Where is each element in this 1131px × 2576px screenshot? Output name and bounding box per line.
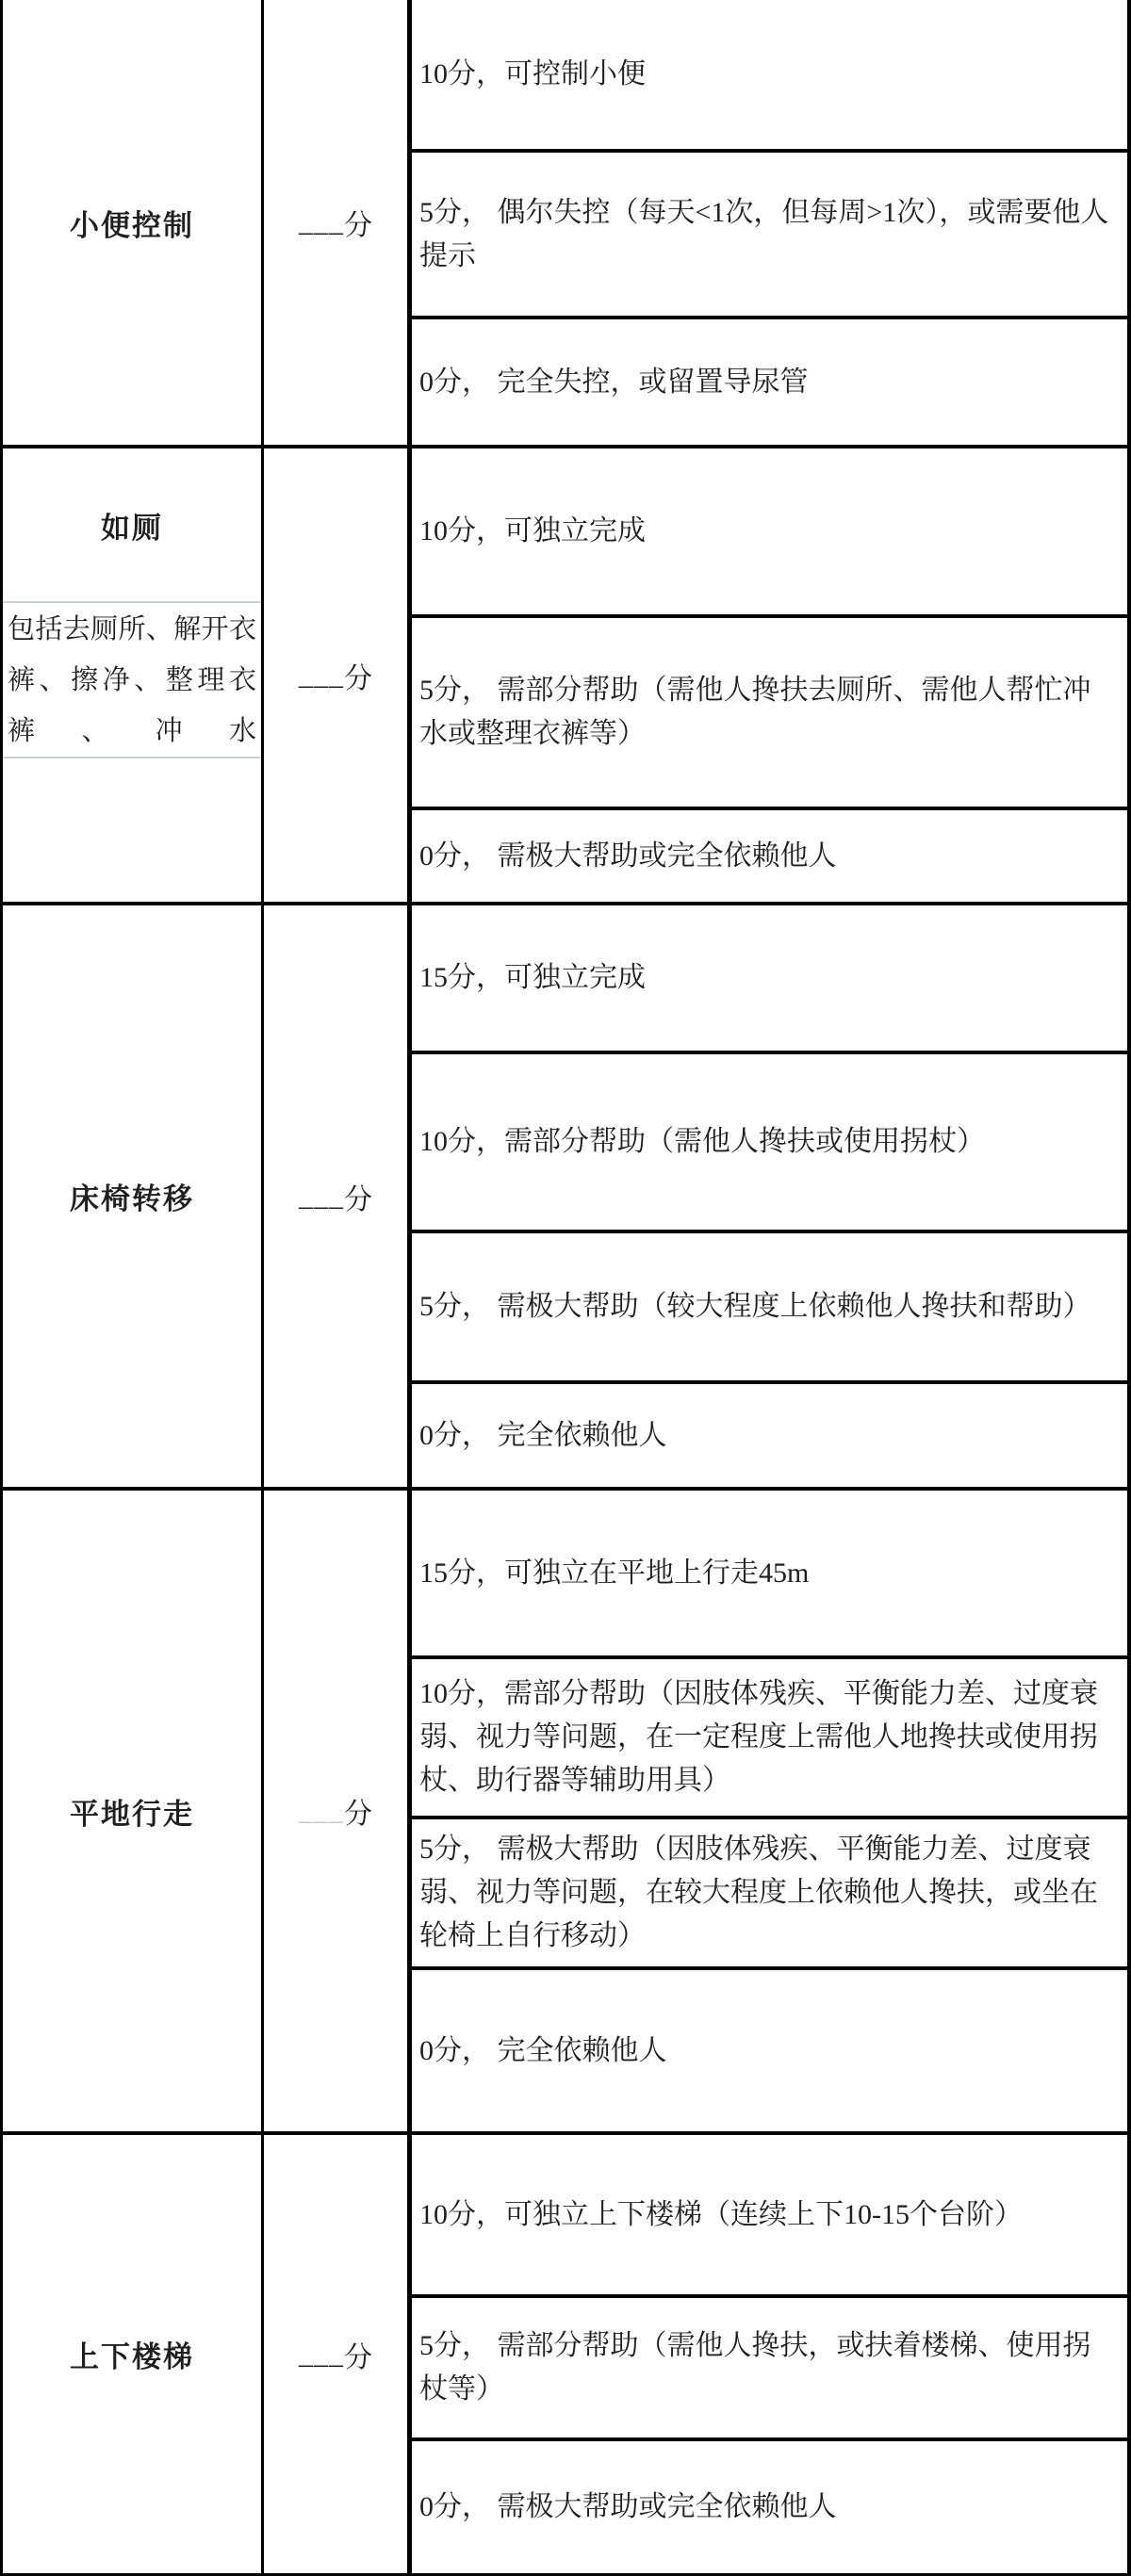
option-row	[412, 2135, 1127, 2294]
score-unit: 分	[344, 1799, 372, 1830]
score-unit: 分	[344, 662, 372, 694]
option-text: 0分， 需极大帮助或完全依赖他人	[419, 840, 837, 872]
option-row	[412, 448, 1127, 614]
score-blank-cell	[264, 0, 412, 445]
item-cell	[3, 2135, 264, 2573]
option-row	[412, 0, 1127, 149]
option-row	[412, 1380, 1127, 1487]
option-text: 0分， 完全依赖他人	[419, 1419, 667, 1451]
score-unit: 分	[344, 2341, 372, 2373]
score-blank-line: ___	[299, 1180, 344, 1212]
section-toileting	[3, 445, 1127, 902]
option-text: 15分，可独立在平地上行走45m	[419, 1557, 810, 1589]
option-row	[412, 149, 1127, 316]
option-row	[412, 614, 1127, 807]
score-blank-line: ___	[299, 206, 344, 237]
item-note: 包括去厕所、解开衣裤、擦净、整理衣裤、冲水	[3, 601, 261, 757]
section-stairs	[3, 2131, 1127, 2573]
item-name: 平地行走	[70, 1797, 194, 1831]
section-level-walking	[3, 1487, 1127, 2131]
option-text: 10分，需部分帮助（需他人搀扶或使用拐杖）	[419, 1126, 985, 1157]
option-row	[412, 905, 1127, 1051]
option-row	[412, 807, 1127, 902]
option-text: 10分，可独立上下楼梯（连续上下10-15个台阶）	[419, 2198, 1023, 2230]
section-urine-control	[3, 0, 1127, 445]
options-cell	[412, 1491, 1127, 2131]
option-text: 5分， 需部分帮助（需他人搀扶去厕所、需他人帮忙冲水或整理衣裤等）	[419, 675, 1091, 749]
score-blank-line: ___	[299, 659, 344, 691]
score-blank-cell	[264, 1491, 412, 2131]
option-text: 0分， 需极大帮助或完全依赖他人	[419, 2491, 837, 2522]
item-name: 床椅转移	[70, 1182, 194, 1215]
option-row	[412, 1966, 1127, 2131]
option-text: 5分， 需部分帮助（需他人搀扶，或扶着楼梯、使用拐杖等）	[419, 2330, 1091, 2405]
option-text: 5分， 需极大帮助（因肢体残疾、平衡能力差、过度衰弱、视力等问题，在较大程度上依赖他人搀扶，或坐在轮椅上自行移动）	[419, 1834, 1098, 1951]
option-text: 5分， 偶尔失控（每天<1次，但每周>1次），或需要他人提示	[419, 196, 1109, 271]
score-blank-cell	[264, 448, 412, 902]
item-cell	[3, 448, 264, 902]
options-cell	[412, 448, 1127, 902]
item-cell	[3, 1491, 264, 2131]
score-unit: 分	[344, 210, 372, 241]
option-row	[412, 1230, 1127, 1380]
item-cell	[3, 0, 264, 445]
option-text: 0分， 完全失控，或留置导尿管	[419, 366, 809, 398]
option-row	[412, 2294, 1127, 2437]
option-text: 10分，可控制小便	[419, 58, 646, 90]
option-text: 10分，需部分帮助（因肢体残疾、平衡能力差、过度衰弱、视力等问题，在一定程度上需他人地搀扶或使用拐杖、助行器等辅助用具）	[419, 1678, 1098, 1796]
section-bed-chair-transfer	[3, 902, 1127, 1487]
options-cell	[412, 0, 1127, 445]
score-unit: 分	[344, 1183, 372, 1215]
option-row	[412, 1491, 1127, 1655]
score-blank-line: ___	[299, 2338, 344, 2370]
option-row	[412, 1051, 1127, 1230]
options-cell	[412, 905, 1127, 1487]
option-row	[412, 2437, 1127, 2573]
option-row	[412, 316, 1127, 445]
score-blank-cell	[264, 2135, 412, 2573]
item-name: 上下楼梯	[70, 2340, 194, 2373]
option-row	[412, 1816, 1127, 1966]
score-blank-cell	[264, 905, 412, 1487]
option-text: 10分，可独立完成	[419, 515, 646, 546]
option-text: 15分，可独立完成	[419, 962, 646, 993]
item-name: 如厕	[101, 511, 163, 545]
item-cell	[3, 905, 264, 1487]
option-row	[412, 1655, 1127, 1816]
option-text: 0分， 完全依赖他人	[419, 2034, 667, 2066]
options-cell	[412, 2135, 1127, 2573]
item-note-spacer	[3, 757, 261, 902]
score-blank-line: ___	[299, 1795, 344, 1826]
item-name: 小便控制	[70, 208, 194, 242]
option-text: 5分， 需极大帮助（较大程度上依赖他人搀扶和帮助）	[419, 1291, 1091, 1322]
